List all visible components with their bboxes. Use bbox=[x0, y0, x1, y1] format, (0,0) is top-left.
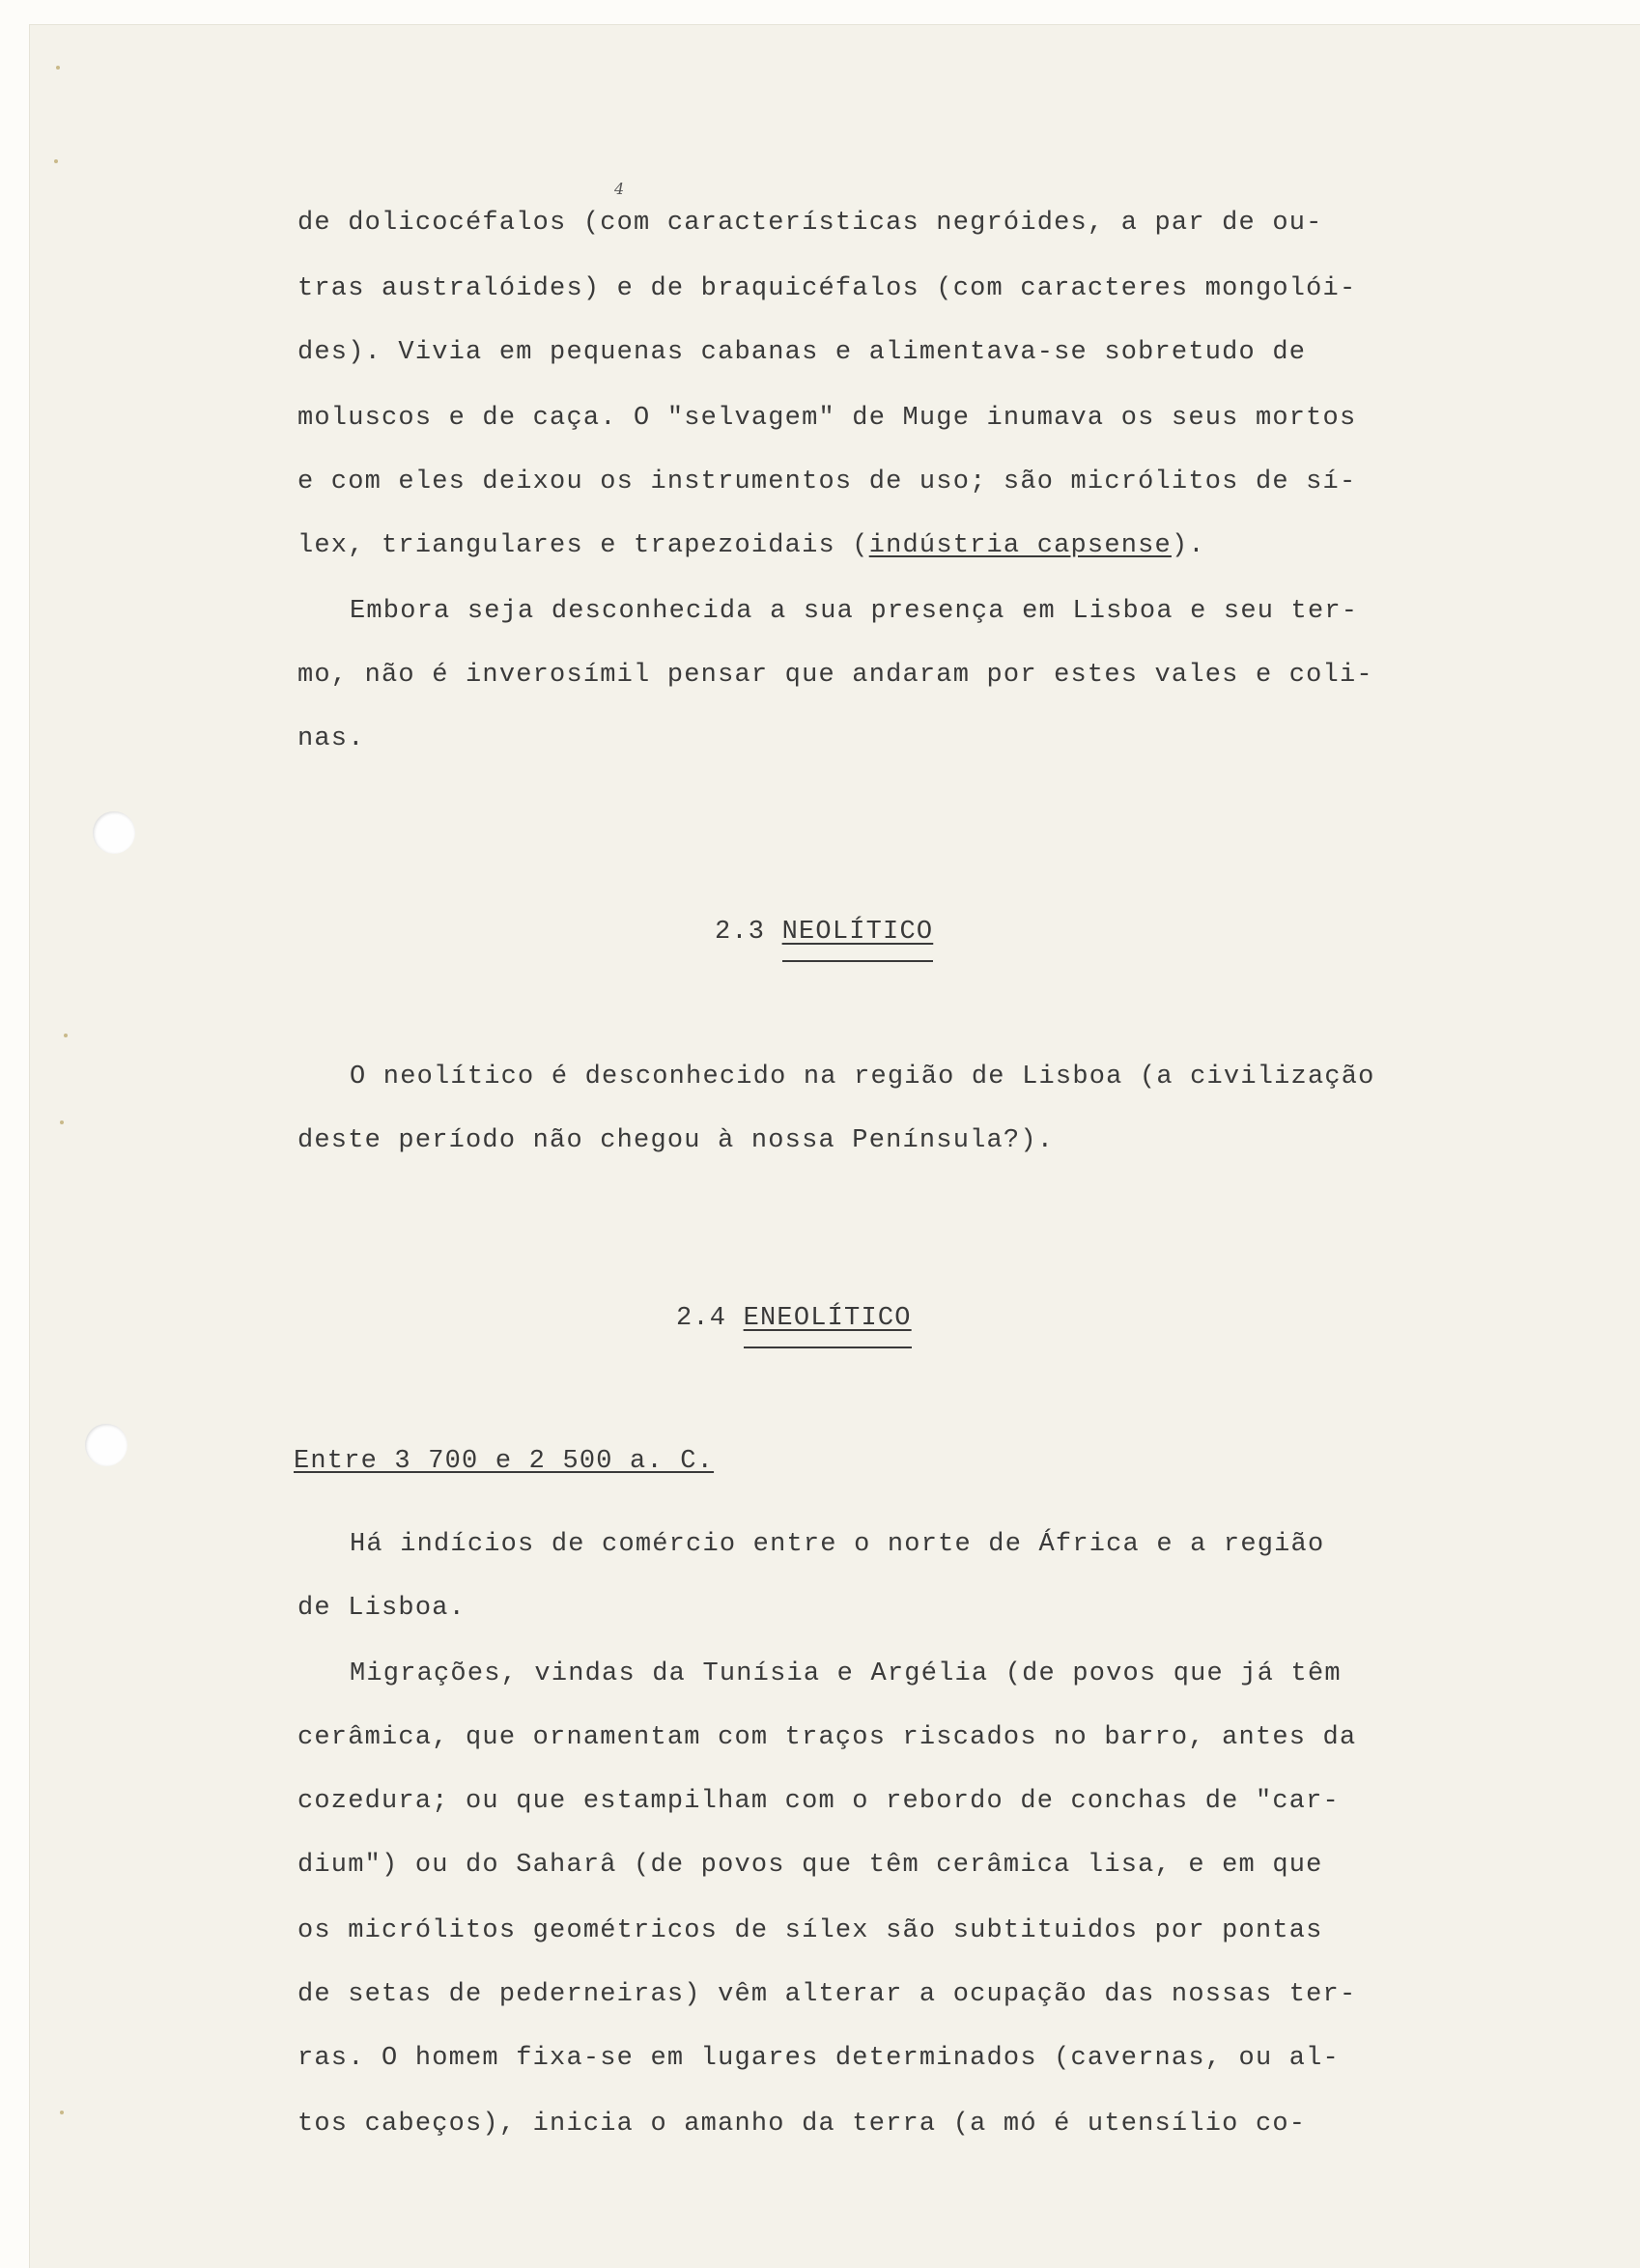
handwritten-note: 4 bbox=[614, 180, 625, 198]
paper-speck bbox=[56, 66, 60, 70]
text-line: de Lisboa. bbox=[297, 1594, 467, 1623]
text-line: dium") ou do Saharâ (de povos que têm cerâmica lisa, e em que bbox=[297, 1851, 1323, 1880]
punch-hole bbox=[85, 1424, 127, 1466]
section-title: ENEOLÍTICO bbox=[743, 1304, 912, 1333]
punch-hole bbox=[93, 811, 135, 854]
section-number: 2.4 bbox=[676, 1304, 727, 1333]
text-line: nas. bbox=[297, 724, 365, 753]
section-heading-eneolitico bbox=[676, 1304, 912, 1333]
text-line: tras australóides) e de braquicéfalos (com caracteres mongolói- bbox=[297, 274, 1357, 303]
text-line: de setas de pederneiras) vêm alterar a ocupação das nossas ter- bbox=[297, 1980, 1357, 2009]
text-line: ras. O homem fixa-se em lugares determinados (cavernas, ou al- bbox=[297, 2044, 1340, 2073]
paper-speck bbox=[60, 1120, 64, 1124]
date-heading: Entre 3 700 e 2 500 a. C. bbox=[294, 1447, 715, 1476]
text-line: Migrações, vindas da Tunísia e Argélia (de povos que já têm bbox=[350, 1659, 1342, 1688]
text-line: O neolítico é desconhecido na região de Lisboa (a civilização bbox=[350, 1063, 1375, 1091]
paper-speck bbox=[54, 159, 58, 163]
text-line: deste período não chegou à nossa Península?). bbox=[297, 1126, 1055, 1155]
text-line: mo, não é inverosímil pensar que andaram por estes vales e coli- bbox=[297, 661, 1373, 690]
text-segment: lex, triangulares e trapezoidais ( bbox=[297, 531, 869, 560]
text-line: Embora seja desconhecida a sua presença em Lisboa e seu ter- bbox=[350, 597, 1359, 626]
underlined-term: indústria capsense bbox=[868, 531, 1172, 560]
paper-speck bbox=[64, 1034, 68, 1037]
text-line: de dolicocéfalos (com características negróides, a par de ou- bbox=[297, 209, 1323, 238]
text-line: moluscos e de caça. O "selvagem" de Muge inumava os seus mortos bbox=[297, 404, 1357, 433]
section-number: 2.3 bbox=[715, 918, 766, 947]
text-line: des). Vivia em pequenas cabanas e alimentava-se sobretudo de bbox=[297, 338, 1307, 367]
text-line bbox=[297, 533, 1205, 559]
section-title: NEOLÍTICO bbox=[781, 918, 934, 947]
text-line: os micrólitos geométricos de sílex são subtituidos por pontas bbox=[297, 1916, 1323, 1945]
text-line: tos cabeços), inicia o amanho da terra (a mó é utensílio co- bbox=[297, 2110, 1307, 2139]
text-line: cerâmica, que ornamentam com traços riscados no barro, antes da bbox=[297, 1723, 1357, 1752]
section-heading-neolitico bbox=[715, 918, 933, 947]
text-line: e com eles deixou os instrumentos de uso; são micrólitos de sí- bbox=[297, 468, 1357, 496]
text-segment: ). bbox=[1171, 531, 1205, 560]
text-line: Há indícios de comércio entre o norte de África e a região bbox=[350, 1530, 1325, 1559]
paper-speck bbox=[60, 2111, 64, 2114]
text-line: cozedura; ou que estampilham com o rebordo de conchas de "car- bbox=[297, 1787, 1340, 1816]
